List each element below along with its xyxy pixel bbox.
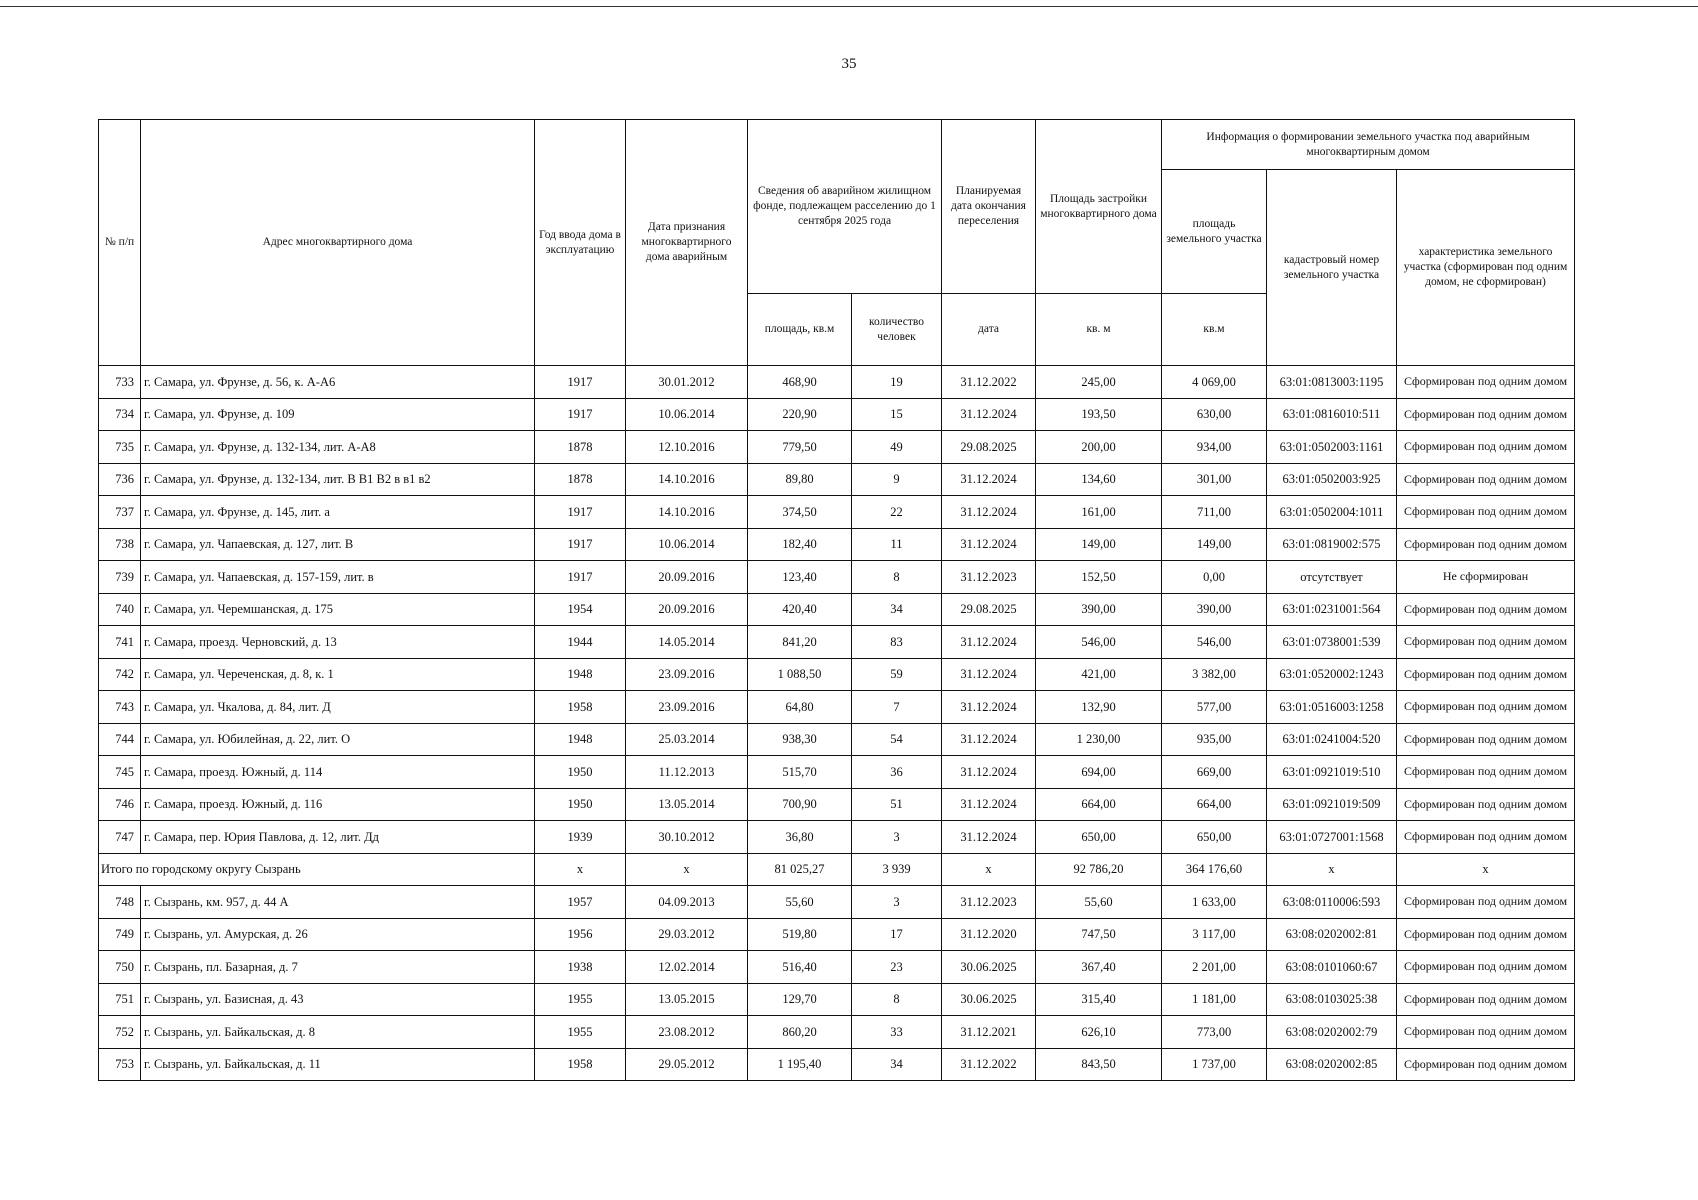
cell-num: 749 xyxy=(99,918,141,951)
cell-date-recognition: 14.10.2016 xyxy=(626,463,748,496)
cell-num: 736 xyxy=(99,463,141,496)
cell-num: 735 xyxy=(99,431,141,464)
cell-planned-end: 31.12.2024 xyxy=(942,691,1036,724)
cell-address: г. Самара, пер. Юрия Павлова, д. 12, лит. Дд xyxy=(141,821,535,854)
table-row xyxy=(99,496,1575,529)
cell-year: 1939 xyxy=(535,821,626,854)
cell-num: 745 xyxy=(99,756,141,789)
cell-people: 34 xyxy=(852,1048,942,1081)
header-address: Адрес многоквартирного дома xyxy=(141,120,535,366)
cell-building-area: 390,00 xyxy=(1036,593,1162,626)
cell-people: 8 xyxy=(852,983,942,1016)
cell-area: 36,80 xyxy=(748,821,852,854)
cell-land-area: 2 201,00 xyxy=(1162,951,1267,984)
cell-date-recognition: 10.06.2014 xyxy=(626,398,748,431)
cell-land-char: Сформирован под одним домом xyxy=(1397,528,1575,561)
subtotal-area: 81 025,27 xyxy=(748,853,852,886)
table-row xyxy=(99,1016,1575,1049)
cell-cadastral: 63:01:0516003:1258 xyxy=(1267,691,1397,724)
header-land-char: характеристика земельного участка (сформирован под одним домом, не сформирован) xyxy=(1397,170,1575,366)
table-row xyxy=(99,951,1575,984)
table-row xyxy=(99,691,1575,724)
cell-building-area: 694,00 xyxy=(1036,756,1162,789)
cell-area: 860,20 xyxy=(748,1016,852,1049)
subtotal-date: х xyxy=(626,853,748,886)
cell-land-char: Сформирован под одним домом xyxy=(1397,886,1575,919)
cell-planned-end: 31.12.2022 xyxy=(942,1048,1036,1081)
cell-area: 220,90 xyxy=(748,398,852,431)
header-building-area: Площадь застройки многоквартирного дома xyxy=(1036,120,1162,294)
cell-land-area: 3 382,00 xyxy=(1162,658,1267,691)
cell-building-area: 200,00 xyxy=(1036,431,1162,464)
cell-date-recognition: 29.05.2012 xyxy=(626,1048,748,1081)
cell-building-area: 1 230,00 xyxy=(1036,723,1162,756)
table-row xyxy=(99,626,1575,659)
cell-num: 746 xyxy=(99,788,141,821)
cell-building-area: 747,50 xyxy=(1036,918,1162,951)
cell-area: 468,90 xyxy=(748,366,852,399)
cell-people: 59 xyxy=(852,658,942,691)
cell-land-char: Сформирован под одним домом xyxy=(1397,756,1575,789)
cell-address: г. Самара, ул. Чапаевская, д. 157-159, лит. в xyxy=(141,561,535,594)
cell-planned-end: 31.12.2020 xyxy=(942,918,1036,951)
cell-year: 1957 xyxy=(535,886,626,919)
cell-land-area: 149,00 xyxy=(1162,528,1267,561)
header-num: № п/п xyxy=(99,120,141,366)
cell-people: 8 xyxy=(852,561,942,594)
cell-area: 182,40 xyxy=(748,528,852,561)
cell-year: 1955 xyxy=(535,983,626,1016)
cell-planned-end: 31.12.2021 xyxy=(942,1016,1036,1049)
cell-planned-end: 31.12.2024 xyxy=(942,398,1036,431)
cell-people: 19 xyxy=(852,366,942,399)
cell-year: 1917 xyxy=(535,561,626,594)
cell-cadastral: 63:08:0202002:81 xyxy=(1267,918,1397,951)
cell-cadastral: 63:01:0816010:511 xyxy=(1267,398,1397,431)
cell-people: 7 xyxy=(852,691,942,724)
cell-address: г. Сызрань, ул. Байкальская, д. 11 xyxy=(141,1048,535,1081)
cell-building-area: 193,50 xyxy=(1036,398,1162,431)
cell-people: 15 xyxy=(852,398,942,431)
cell-people: 9 xyxy=(852,463,942,496)
cell-building-area: 546,00 xyxy=(1036,626,1162,659)
cell-cadastral: 63:01:0921019:510 xyxy=(1267,756,1397,789)
cell-land-char: Сформирован под одним домом xyxy=(1397,626,1575,659)
header-date: дата xyxy=(942,294,1036,366)
page-number: 35 xyxy=(841,56,857,72)
cell-cadastral: 63:08:0202002:85 xyxy=(1267,1048,1397,1081)
cell-address: г. Самара, ул. Фрунзе, д. 109 xyxy=(141,398,535,431)
cell-planned-end: 31.12.2024 xyxy=(942,463,1036,496)
cell-cadastral: 63:01:0921019:509 xyxy=(1267,788,1397,821)
cell-num: 738 xyxy=(99,528,141,561)
cell-building-area: 152,50 xyxy=(1036,561,1162,594)
cell-land-area: 1 181,00 xyxy=(1162,983,1267,1016)
table-row xyxy=(99,528,1575,561)
cell-cadastral: 63:08:0101060:67 xyxy=(1267,951,1397,984)
header-kv-m: кв. м xyxy=(1036,294,1162,366)
cell-num: 737 xyxy=(99,496,141,529)
cell-year: 1917 xyxy=(535,528,626,561)
table-row xyxy=(99,918,1575,951)
cell-cadastral: 63:01:0819002:575 xyxy=(1267,528,1397,561)
subtotal-char: х xyxy=(1397,853,1575,886)
cell-date-recognition: 25.03.2014 xyxy=(626,723,748,756)
cell-land-area: 935,00 xyxy=(1162,723,1267,756)
header-date-recognition: Дата признания многоквартирного дома аварийным xyxy=(626,120,748,366)
cell-num: 752 xyxy=(99,1016,141,1049)
cell-area: 374,50 xyxy=(748,496,852,529)
cell-date-recognition: 20.09.2016 xyxy=(626,593,748,626)
cell-land-char: Сформирован под одним домом xyxy=(1397,463,1575,496)
cell-building-area: 245,00 xyxy=(1036,366,1162,399)
cell-area: 420,40 xyxy=(748,593,852,626)
cell-land-char: Не сформирован xyxy=(1397,561,1575,594)
top-border-line xyxy=(0,6,1698,7)
cell-year: 1878 xyxy=(535,463,626,496)
cell-area: 55,60 xyxy=(748,886,852,919)
cell-address: г. Сызрань, ул. Амурская, д. 26 xyxy=(141,918,535,951)
subtotal-people: 3 939 xyxy=(852,853,942,886)
cell-people: 54 xyxy=(852,723,942,756)
cell-area: 1 195,40 xyxy=(748,1048,852,1081)
cell-num: 742 xyxy=(99,658,141,691)
cell-land-area: 1 633,00 xyxy=(1162,886,1267,919)
cell-building-area: 626,10 xyxy=(1036,1016,1162,1049)
table-row xyxy=(99,756,1575,789)
cell-people: 3 xyxy=(852,886,942,919)
cell-year: 1944 xyxy=(535,626,626,659)
cell-planned-end: 31.12.2023 xyxy=(942,886,1036,919)
subtotal-end: х xyxy=(942,853,1036,886)
cell-date-recognition: 23.09.2016 xyxy=(626,691,748,724)
cell-land-char: Сформирован под одним домом xyxy=(1397,983,1575,1016)
cell-date-recognition: 13.05.2014 xyxy=(626,788,748,821)
cell-address: г. Сызрань, ул. Байкальская, д. 8 xyxy=(141,1016,535,1049)
cell-planned-end: 31.12.2024 xyxy=(942,756,1036,789)
cell-building-area: 650,00 xyxy=(1036,821,1162,854)
cell-land-area: 577,00 xyxy=(1162,691,1267,724)
cell-land-char: Сформирован под одним домом xyxy=(1397,1016,1575,1049)
header-year: Год ввода дома в эксплуатацию xyxy=(535,120,626,366)
cell-planned-end: 29.08.2025 xyxy=(942,431,1036,464)
cell-area: 841,20 xyxy=(748,626,852,659)
cell-date-recognition: 10.06.2014 xyxy=(626,528,748,561)
emergency-housing-table xyxy=(98,119,1575,1081)
cell-cadastral: 63:01:0502004:1011 xyxy=(1267,496,1397,529)
table-header xyxy=(99,120,1575,366)
cell-num: 739 xyxy=(99,561,141,594)
cell-people: 83 xyxy=(852,626,942,659)
cell-land-char: Сформирован под одним домом xyxy=(1397,496,1575,529)
table-row xyxy=(99,463,1575,496)
cell-cadastral: отсутствует xyxy=(1267,561,1397,594)
cell-building-area: 367,40 xyxy=(1036,951,1162,984)
cell-planned-end: 31.12.2022 xyxy=(942,366,1036,399)
cell-date-recognition: 29.03.2012 xyxy=(626,918,748,951)
cell-planned-end: 31.12.2024 xyxy=(942,626,1036,659)
cell-planned-end: 31.12.2024 xyxy=(942,528,1036,561)
cell-date-recognition: 14.10.2016 xyxy=(626,496,748,529)
cell-num: 748 xyxy=(99,886,141,919)
cell-address: г. Самара, ул. Фрунзе, д. 145, лит. а xyxy=(141,496,535,529)
cell-num: 747 xyxy=(99,821,141,854)
cell-people: 17 xyxy=(852,918,942,951)
header-area-sqm: площадь, кв.м xyxy=(748,294,852,366)
cell-address: г. Самара, ул. Чкалова, д. 84, лит. Д xyxy=(141,691,535,724)
cell-area: 700,90 xyxy=(748,788,852,821)
cell-land-char: Сформирован под одним домом xyxy=(1397,366,1575,399)
cell-date-recognition: 20.09.2016 xyxy=(626,561,748,594)
cell-people: 11 xyxy=(852,528,942,561)
cell-area: 516,40 xyxy=(748,951,852,984)
cell-land-area: 546,00 xyxy=(1162,626,1267,659)
cell-num: 750 xyxy=(99,951,141,984)
cell-address: г. Самара, ул. Череченская, д. 8, к. 1 xyxy=(141,658,535,691)
cell-land-area: 669,00 xyxy=(1162,756,1267,789)
subtotal-cad: х xyxy=(1267,853,1397,886)
cell-address: г. Сызрань, ул. Базисная, д. 43 xyxy=(141,983,535,1016)
cell-date-recognition: 30.01.2012 xyxy=(626,366,748,399)
cell-area: 515,70 xyxy=(748,756,852,789)
cell-land-area: 301,00 xyxy=(1162,463,1267,496)
cell-land-char: Сформирован под одним домом xyxy=(1397,951,1575,984)
cell-people: 49 xyxy=(852,431,942,464)
cell-land-char: Сформирован под одним домом xyxy=(1397,723,1575,756)
cell-land-area: 3 117,00 xyxy=(1162,918,1267,951)
cell-year: 1950 xyxy=(535,788,626,821)
table-row xyxy=(99,593,1575,626)
cell-people: 23 xyxy=(852,951,942,984)
cell-land-char: Сформирован под одним домом xyxy=(1397,431,1575,464)
table-row xyxy=(99,983,1575,1016)
cell-date-recognition: 23.08.2012 xyxy=(626,1016,748,1049)
cell-land-area: 1 737,00 xyxy=(1162,1048,1267,1081)
cell-planned-end: 31.12.2024 xyxy=(942,658,1036,691)
table-row xyxy=(99,1048,1575,1081)
cell-planned-end: 31.12.2024 xyxy=(942,496,1036,529)
cell-address: г. Самара, ул. Фрунзе, д. 56, к. А-А6 xyxy=(141,366,535,399)
cell-year: 1956 xyxy=(535,918,626,951)
subtotal-build: 92 786,20 xyxy=(1036,853,1162,886)
cell-num: 740 xyxy=(99,593,141,626)
cell-year: 1917 xyxy=(535,496,626,529)
cell-building-area: 132,90 xyxy=(1036,691,1162,724)
cell-planned-end: 31.12.2023 xyxy=(942,561,1036,594)
cell-year: 1954 xyxy=(535,593,626,626)
cell-land-area: 0,00 xyxy=(1162,561,1267,594)
cell-planned-end: 30.06.2025 xyxy=(942,951,1036,984)
cell-address: г. Сызрань, км. 957, д. 44 А xyxy=(141,886,535,919)
cell-planned-end: 31.12.2024 xyxy=(942,788,1036,821)
cell-num: 753 xyxy=(99,1048,141,1081)
header-people-count: количество человек xyxy=(852,294,942,366)
cell-land-area: 773,00 xyxy=(1162,1016,1267,1049)
cell-num: 741 xyxy=(99,626,141,659)
cell-date-recognition: 04.09.2013 xyxy=(626,886,748,919)
cell-area: 1 088,50 xyxy=(748,658,852,691)
cell-year: 1917 xyxy=(535,398,626,431)
cell-area: 123,40 xyxy=(748,561,852,594)
table-row xyxy=(99,723,1575,756)
cell-date-recognition: 30.10.2012 xyxy=(626,821,748,854)
cell-planned-end: 31.12.2024 xyxy=(942,723,1036,756)
table-body xyxy=(99,366,1575,1081)
cell-cadastral: 63:08:0110006:593 xyxy=(1267,886,1397,919)
cell-year: 1878 xyxy=(535,431,626,464)
cell-people: 33 xyxy=(852,1016,942,1049)
cell-address: г. Самара, проезд. Южный, д. 116 xyxy=(141,788,535,821)
cell-cadastral: 63:01:0738001:539 xyxy=(1267,626,1397,659)
cell-land-char: Сформирован под одним домом xyxy=(1397,398,1575,431)
table-row xyxy=(99,658,1575,691)
cell-land-char: Сформирован под одним домом xyxy=(1397,593,1575,626)
cell-year: 1950 xyxy=(535,756,626,789)
cell-num: 734 xyxy=(99,398,141,431)
cell-cadastral: 63:01:0231001:564 xyxy=(1267,593,1397,626)
cell-people: 36 xyxy=(852,756,942,789)
cell-land-char: Сформирован под одним домом xyxy=(1397,788,1575,821)
cell-planned-end: 31.12.2024 xyxy=(942,821,1036,854)
cell-building-area: 55,60 xyxy=(1036,886,1162,919)
cell-year: 1948 xyxy=(535,658,626,691)
cell-area: 64,80 xyxy=(748,691,852,724)
cell-year: 1948 xyxy=(535,723,626,756)
cell-num: 751 xyxy=(99,983,141,1016)
cell-date-recognition: 13.05.2015 xyxy=(626,983,748,1016)
cell-year: 1917 xyxy=(535,366,626,399)
cell-planned-end: 29.08.2025 xyxy=(942,593,1036,626)
table-row xyxy=(99,366,1575,399)
header-land-area: площадь земельного участка xyxy=(1162,170,1267,294)
cell-cadastral: 63:08:0202002:79 xyxy=(1267,1016,1397,1049)
cell-building-area: 315,40 xyxy=(1036,983,1162,1016)
cell-date-recognition: 11.12.2013 xyxy=(626,756,748,789)
header-planned-end: Планируемая дата окончания переселения xyxy=(942,120,1036,294)
cell-land-area: 390,00 xyxy=(1162,593,1267,626)
cell-date-recognition: 23.09.2016 xyxy=(626,658,748,691)
cell-building-area: 664,00 xyxy=(1036,788,1162,821)
cell-building-area: 134,60 xyxy=(1036,463,1162,496)
table-row xyxy=(99,398,1575,431)
cell-cadastral: 63:01:0727001:1568 xyxy=(1267,821,1397,854)
table-row xyxy=(99,561,1575,594)
cell-building-area: 149,00 xyxy=(1036,528,1162,561)
cell-date-recognition: 14.05.2014 xyxy=(626,626,748,659)
header-kv-m-land: кв.м xyxy=(1162,294,1267,366)
cell-area: 519,80 xyxy=(748,918,852,951)
cell-land-char: Сформирован под одним домом xyxy=(1397,691,1575,724)
cell-people: 51 xyxy=(852,788,942,821)
cell-address: г. Самара, ул. Фрунзе, д. 132-134, лит. А-А8 xyxy=(141,431,535,464)
cell-land-char: Сформирован под одним домом xyxy=(1397,821,1575,854)
cell-land-area: 934,00 xyxy=(1162,431,1267,464)
table-row xyxy=(99,788,1575,821)
cell-address: г. Самара, ул. Юбилейная, д. 22, лит. О xyxy=(141,723,535,756)
cell-people: 3 xyxy=(852,821,942,854)
cell-planned-end: 30.06.2025 xyxy=(942,983,1036,1016)
table-row xyxy=(99,821,1575,854)
header-land-info: Информация о формировании земельного участка под аварийным многоквартирным домом xyxy=(1162,120,1575,170)
cell-year: 1938 xyxy=(535,951,626,984)
cell-num: 733 xyxy=(99,366,141,399)
cell-building-area: 421,00 xyxy=(1036,658,1162,691)
cell-land-area: 711,00 xyxy=(1162,496,1267,529)
cell-land-area: 664,00 xyxy=(1162,788,1267,821)
cell-num: 743 xyxy=(99,691,141,724)
cell-land-area: 630,00 xyxy=(1162,398,1267,431)
header-emergency-info: Сведения об аварийном жилищном фонде, подлежащем расселению до 1 сентября 2025 года xyxy=(748,120,942,294)
cell-date-recognition: 12.10.2016 xyxy=(626,431,748,464)
header-cadastral: кадастровый номер земельного участка xyxy=(1267,170,1397,366)
cell-building-area: 161,00 xyxy=(1036,496,1162,529)
cell-address: г. Самара, ул. Черемшанская, д. 175 xyxy=(141,593,535,626)
cell-num: 744 xyxy=(99,723,141,756)
table-row xyxy=(99,431,1575,464)
table-row xyxy=(99,886,1575,919)
cell-land-char: Сформирован под одним домом xyxy=(1397,658,1575,691)
subtotal-row xyxy=(99,853,1575,886)
cell-land-area: 650,00 xyxy=(1162,821,1267,854)
cell-area: 89,80 xyxy=(748,463,852,496)
subtotal-land: 364 176,60 xyxy=(1162,853,1267,886)
cell-date-recognition: 12.02.2014 xyxy=(626,951,748,984)
subtotal-year: х xyxy=(535,853,626,886)
cell-cadastral: 63:01:0241004:520 xyxy=(1267,723,1397,756)
cell-people: 34 xyxy=(852,593,942,626)
cell-area: 779,50 xyxy=(748,431,852,464)
cell-cadastral: 63:01:0813003:1195 xyxy=(1267,366,1397,399)
cell-cadastral: 63:08:0103025:38 xyxy=(1267,983,1397,1016)
cell-building-area: 843,50 xyxy=(1036,1048,1162,1081)
cell-area: 938,30 xyxy=(748,723,852,756)
cell-cadastral: 63:01:0502003:1161 xyxy=(1267,431,1397,464)
cell-people: 22 xyxy=(852,496,942,529)
cell-land-char: Сформирован под одним домом xyxy=(1397,918,1575,951)
cell-year: 1958 xyxy=(535,691,626,724)
cell-cadastral: 63:01:0520002:1243 xyxy=(1267,658,1397,691)
cell-cadastral: 63:01:0502003:925 xyxy=(1267,463,1397,496)
cell-address: г. Самара, ул. Фрунзе, д. 132-134, лит. В В1 В2 в в1 в2 xyxy=(141,463,535,496)
cell-address: г. Самара, ул. Чапаевская, д. 127, лит. В xyxy=(141,528,535,561)
cell-address: г. Самара, проезд. Южный, д. 114 xyxy=(141,756,535,789)
cell-land-char: Сформирован под одним домом xyxy=(1397,1048,1575,1081)
cell-address: г. Сызрань, пл. Базарная, д. 7 xyxy=(141,951,535,984)
cell-year: 1958 xyxy=(535,1048,626,1081)
cell-address: г. Самара, проезд. Черновский, д. 13 xyxy=(141,626,535,659)
subtotal-label: Итого по городскому округу Сызрань xyxy=(99,853,535,886)
cell-year: 1955 xyxy=(535,1016,626,1049)
cell-area: 129,70 xyxy=(748,983,852,1016)
cell-land-area: 4 069,00 xyxy=(1162,366,1267,399)
